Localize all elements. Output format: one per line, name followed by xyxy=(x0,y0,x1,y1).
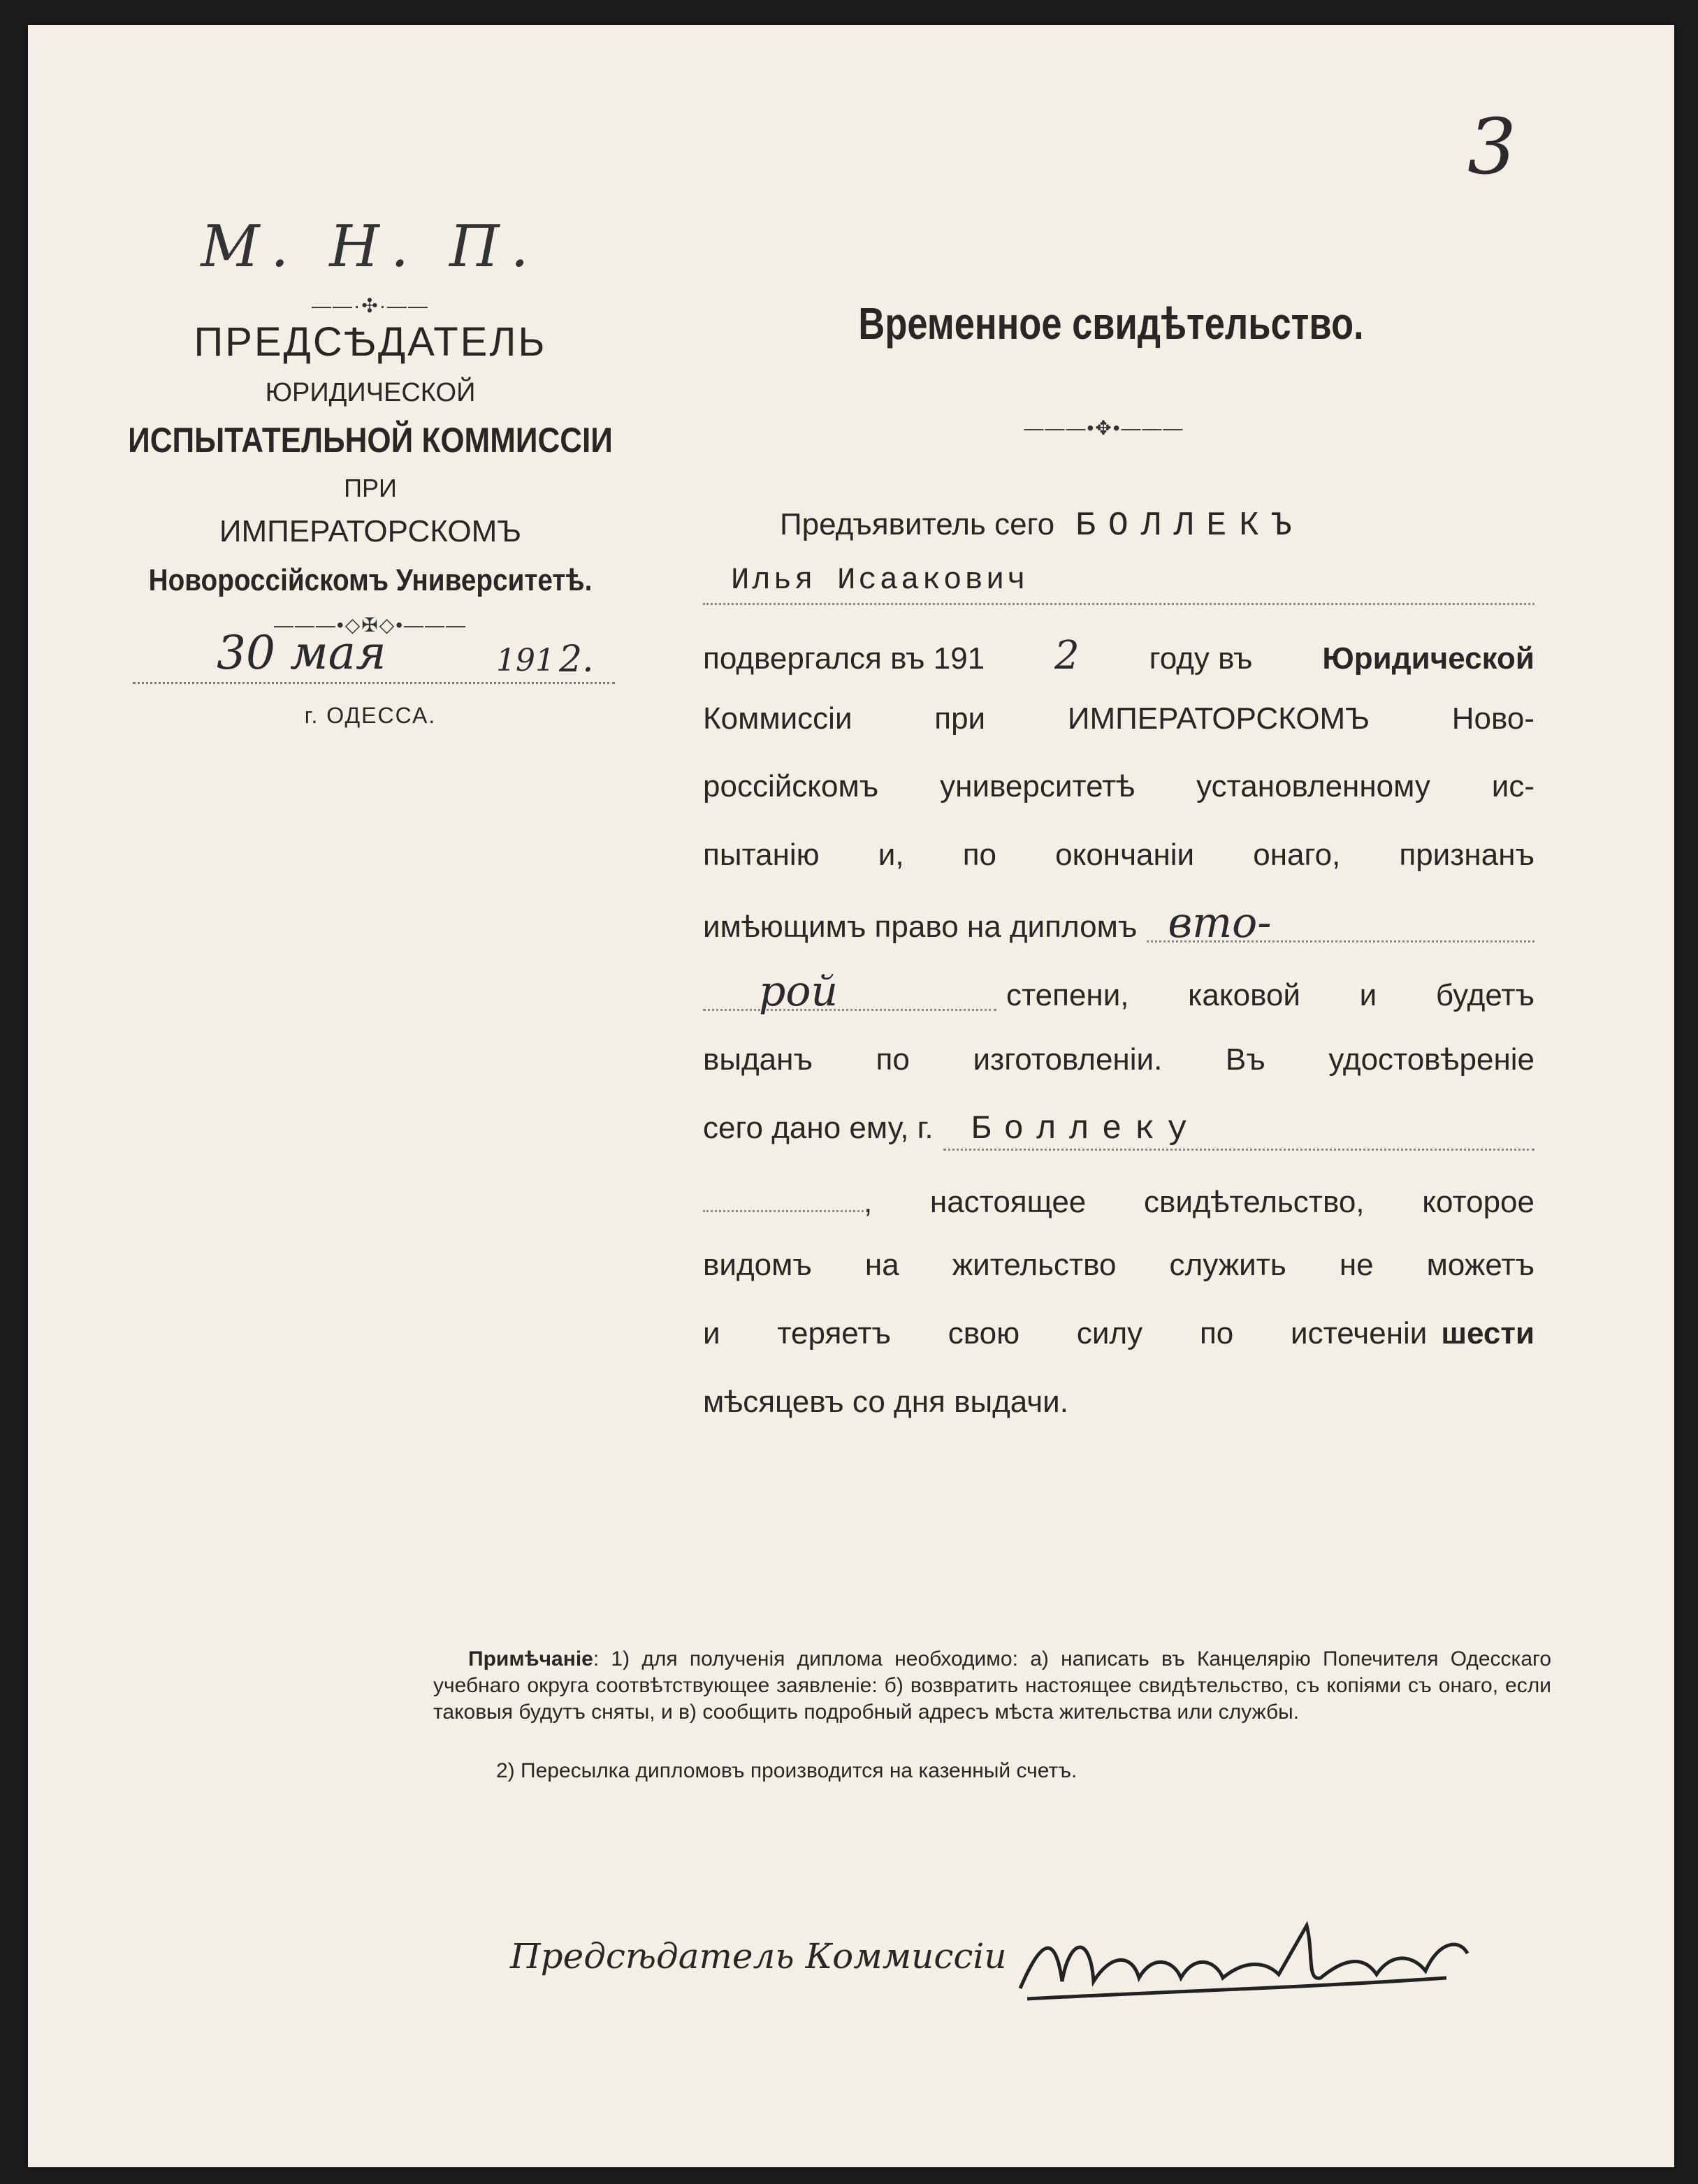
body-text: видомъ на жительство служить не можетъ xyxy=(703,1248,1534,1282)
body-text: сего дано ему, г. xyxy=(703,1111,934,1145)
note-paragraph-1 xyxy=(433,1646,1551,1726)
body-text: , настоящее свидѣтельство, которое xyxy=(864,1185,1534,1219)
diploma-degree-handwritten: рой xyxy=(703,974,996,1011)
diploma-degree-handwritten: вто- xyxy=(1147,905,1534,942)
city: г. ОДЕССА. xyxy=(304,703,437,728)
signature xyxy=(1013,1912,1474,2025)
signature-label: Предсѣдатель Коммиссіи xyxy=(510,1936,1007,1976)
monogram: М. Н. П. xyxy=(201,214,540,280)
ornament-divider: ———•◇✠◇•——— xyxy=(273,614,467,636)
ornament-divider: ———•✥•——— xyxy=(1024,417,1184,439)
body-text: имѣющимъ право на дипломъ xyxy=(703,910,1138,944)
surname-typed: БОЛЛЕКЪ xyxy=(1075,507,1305,545)
body-text: выданъ по изготовленіи. Въ удостовѣреніе xyxy=(703,1042,1534,1077)
note-text: : 1) для полученія диплома необходимо: а) написать въ Канцелярію Попечителя Одесскаго учебнаго округа соотвѣтствующее заявленіе: б) возвратить настоящее свидѣтельство, съ копіями съ онаго, если таковыя будутъ сняты, и в) сообщить подробный адресъ мѣста жительства или службы. xyxy=(433,1647,1551,1724)
blank-line xyxy=(703,1179,864,1212)
letterhead-line: ПРИ xyxy=(344,474,397,502)
year-handwritten: 2 xyxy=(1054,633,1080,678)
body-text: Предъявитель сего xyxy=(780,507,1055,541)
letterhead-line: ЮРИДИЧЕСКОЙ xyxy=(265,378,476,407)
letterhead-line: ИСПЫТАТЕЛЬНОЙ КОММИССІИ xyxy=(128,421,613,460)
year-printed: 191 xyxy=(496,643,555,678)
page-number: 3 xyxy=(1467,102,1516,191)
letterhead-line: ПРЕДСѢДАТЕЛЬ xyxy=(194,319,547,365)
body-text-bold: шести xyxy=(1441,1316,1534,1351)
body-text: степени, каковой и будетъ xyxy=(1006,978,1534,1012)
letterhead-line: Новороссійскомъ Университетѣ. xyxy=(148,563,593,597)
name-typed: Илья Исаакович xyxy=(731,563,1029,598)
note-paragraph-2: 2) Пересылка дипломовъ производится на казенный счетъ. xyxy=(496,1759,1077,1782)
document-title: Временное свидѣтельство. xyxy=(858,298,1364,349)
body-text: Коммиссіи при ИМПЕРАТОРСКОМЪ Ново- xyxy=(703,701,1534,736)
body-text: и теряетъ свою силу по истеченіи xyxy=(703,1316,1428,1351)
signature-mark xyxy=(1013,1912,1474,2009)
note-label: Примѣчаніе xyxy=(468,1647,593,1670)
document-page xyxy=(28,25,1674,2167)
body-text-bold: Юридической xyxy=(1322,641,1534,676)
body-text: мѣсяцевъ со дня выдачи. xyxy=(703,1385,1068,1419)
ornament-divider: ——·✣·—— xyxy=(311,295,430,316)
recipient-typed: Боллеку xyxy=(943,1111,1534,1151)
body-text: пытанію и, по окончаніи онаго, признанъ xyxy=(703,838,1534,872)
letterhead-line: ИМПЕРАТОРСКОМЪ xyxy=(219,514,522,548)
body-text: году въ xyxy=(1149,641,1253,676)
year-handwritten: 2. xyxy=(559,639,594,680)
body-text: россійскомъ университетѣ установленному ис- xyxy=(703,769,1534,803)
date-line xyxy=(133,626,615,684)
date-handwritten: 30 мая xyxy=(217,626,386,680)
body-text: подвергался въ 191 xyxy=(703,641,985,676)
